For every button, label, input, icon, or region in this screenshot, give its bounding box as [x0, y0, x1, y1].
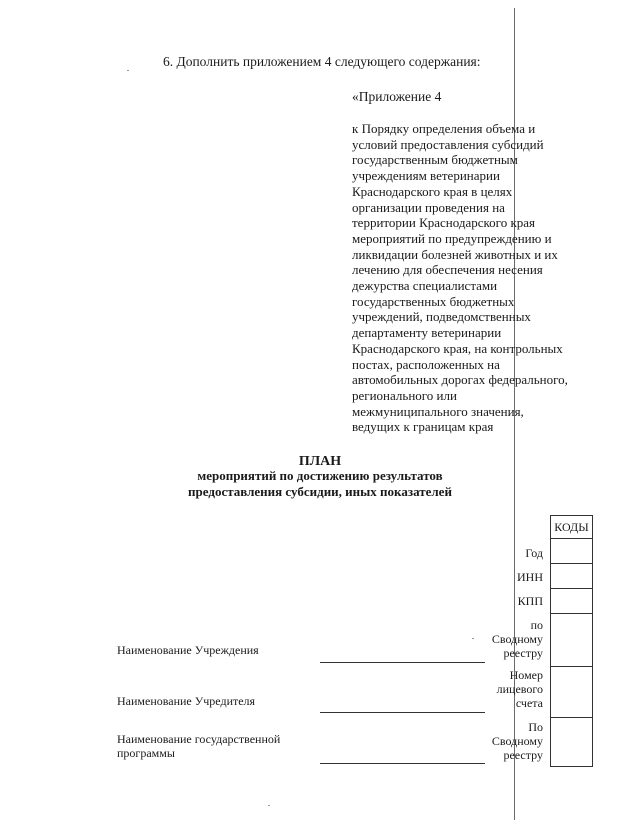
scan-speck: [472, 638, 474, 639]
plan-title: ПЛАН: [298, 454, 342, 469]
appendix-line: автомобильных дорогах федерального,: [352, 372, 568, 388]
appendix-line: мероприятий по предупреждению и: [352, 230, 552, 246]
scan-speck: [268, 805, 270, 806]
appendix-line: государственным бюджетным: [352, 152, 518, 168]
plan-subtitle: [0, 468, 640, 500]
scan-speck: [127, 70, 129, 71]
appendix-line: регионального или: [352, 387, 457, 403]
appendix-description: [352, 121, 602, 435]
appendix-line: учреждениям ветеринарии: [352, 168, 500, 184]
year-label: Год: [525, 546, 543, 560]
inn-code-cell[interactable]: [551, 564, 593, 589]
appendix-line: условий предоставления субсидий: [352, 136, 544, 152]
appendix-line: межмуниципального значения,: [352, 403, 524, 419]
registry-code-cell-2[interactable]: [551, 718, 593, 767]
inn-label: ИНН: [517, 570, 543, 584]
codes-header: КОДЫ: [551, 516, 593, 539]
institution-name-field[interactable]: [320, 662, 485, 663]
appendix-line: к Порядку определения объема и: [352, 121, 536, 136]
appendix-line: государственных бюджетных: [352, 293, 515, 309]
appendix-line: департаменту ветеринарии: [352, 325, 502, 341]
kpp-label: КПП: [517, 594, 543, 608]
appendix-line: лечению для обеспечения несения: [352, 262, 543, 278]
appendix-line: ликвидации болезней животных и их: [352, 246, 558, 262]
founder-name-label: Наименование Учредителя: [117, 694, 256, 708]
plan-subtitle-line: мероприятий по достижению результатов: [197, 468, 443, 483]
appendix-line: Краснодарского края, на контрольных: [352, 340, 563, 356]
appendix-line: учреждений, подведомственных: [352, 309, 531, 325]
account-number-cell[interactable]: [551, 667, 593, 718]
appendix-line: территории Краснодарского края: [352, 215, 536, 231]
founder-name-field[interactable]: [320, 712, 485, 713]
program-name-label: Наименование государственной программы: [117, 732, 281, 760]
program-name-field[interactable]: [320, 763, 485, 764]
kpp-code-cell[interactable]: [551, 589, 593, 614]
appendix-line: Краснодарского края в целях: [352, 183, 513, 199]
appendix-line: дежурства специалистами: [352, 278, 498, 294]
codes-table: [550, 515, 593, 767]
appendix-line: ведущих к границам края: [352, 419, 494, 435]
intro-paragraph: 6. Дополнить приложением 4 следующего содержания:: [163, 54, 481, 69]
institution-name-label: Наименование Учреждения: [117, 643, 259, 657]
registry-label: по Сводному реестру: [491, 618, 543, 660]
account-label: Номер лицевого счета: [496, 668, 543, 710]
registry-code-cell[interactable]: [551, 614, 593, 667]
appendix-title: «Приложение 4: [352, 89, 442, 104]
plan-subtitle-line: предоставления субсидии, иных показателей: [188, 484, 452, 499]
appendix-line: организации проведения на: [352, 199, 505, 215]
year-code-cell[interactable]: [551, 539, 593, 564]
appendix-line: постах, расположенных на: [352, 356, 500, 372]
registry-label-2: По Сводному реестру: [491, 720, 543, 762]
